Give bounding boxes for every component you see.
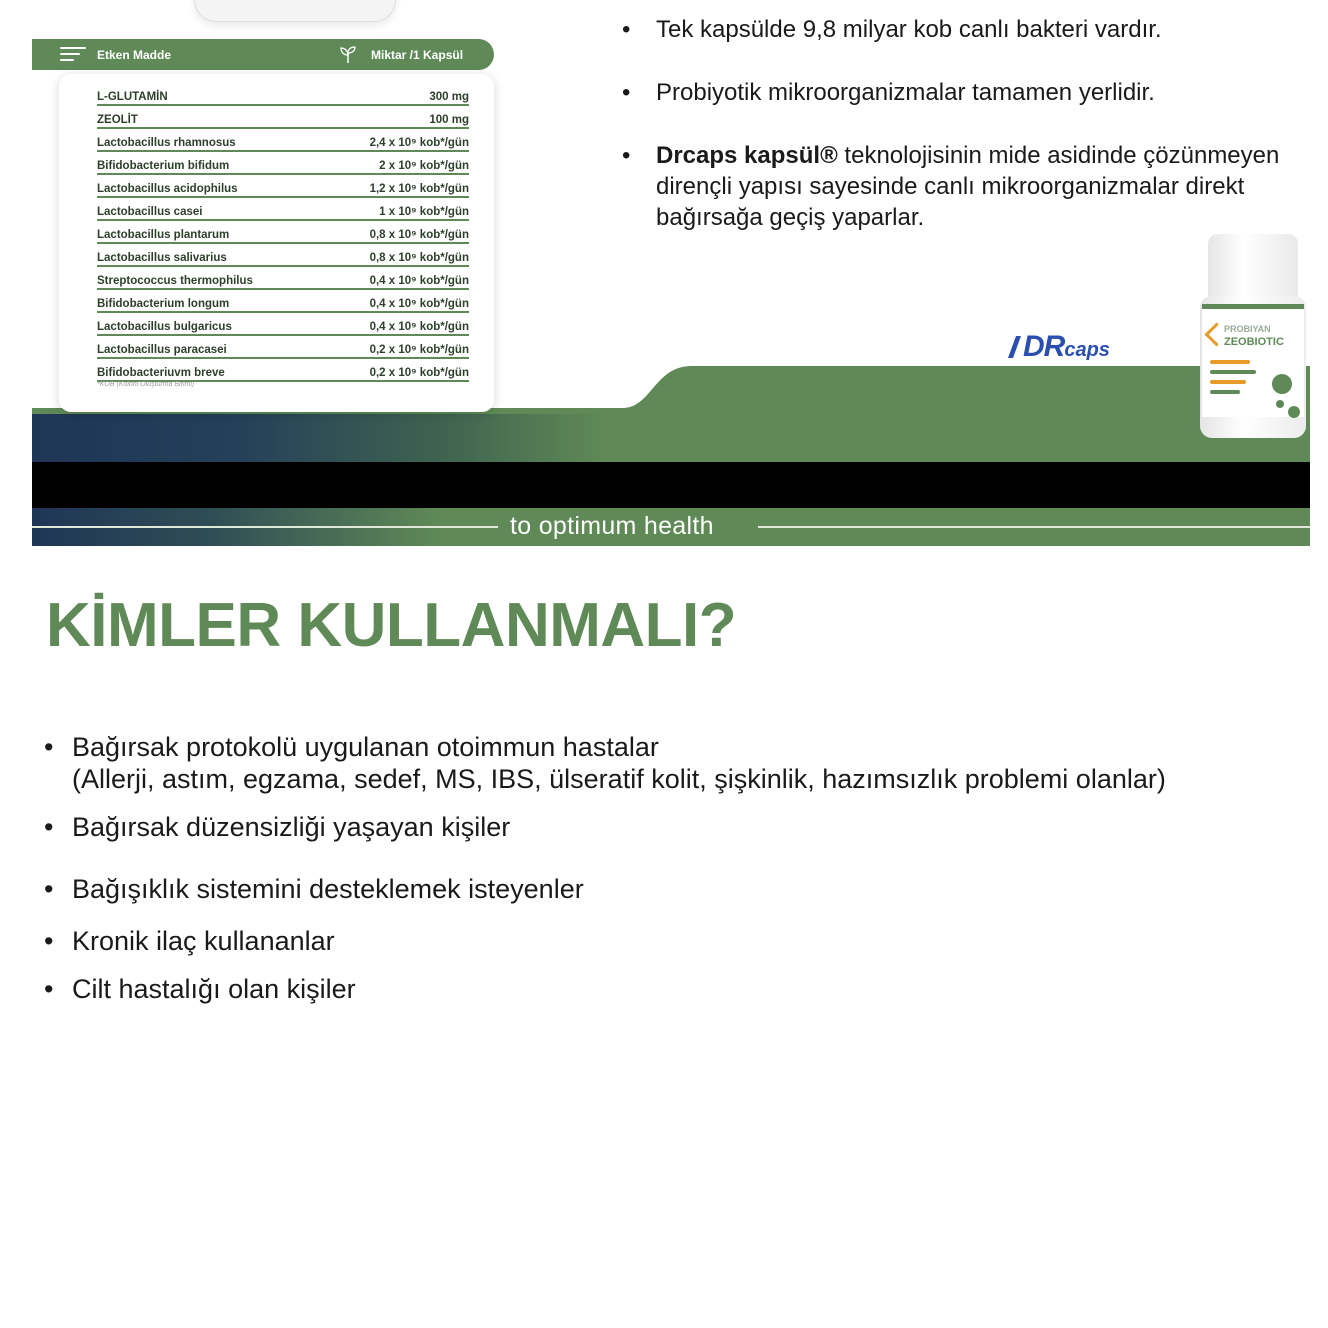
page-heading: KİMLER KULLANMALI? — [46, 591, 737, 660]
ingredient-row — [97, 83, 469, 106]
list-item-text: Kronik ilaç kullananlar — [72, 926, 335, 956]
table-footnote: *KOB (Koloni Oluşturma Birimi) — [97, 381, 195, 388]
list-item — [44, 973, 1244, 1005]
ingredient-name: Bifidobacterium longum — [97, 298, 230, 310]
ingredient-row — [97, 359, 469, 382]
feature-item — [622, 140, 1292, 233]
bullet-dot: • — [44, 812, 54, 842]
ingredient-row — [97, 198, 469, 221]
ingredient-name: Lactobacillus salivarius — [97, 252, 227, 264]
ingredient-name: Lactobacillus bulgaricus — [97, 321, 232, 333]
ingredient-table-header — [32, 39, 494, 70]
ingredient-name: L-GLUTAMİN — [97, 91, 168, 103]
list-item — [44, 811, 1244, 843]
ingredient-amount: 2,4 x 10⁹ kob*/gün — [369, 137, 469, 149]
ingredient-name: Lactobacillus casei — [97, 206, 203, 218]
ingredient-table — [59, 74, 494, 412]
ingredient-row — [97, 221, 469, 244]
ingredient-rows — [97, 83, 469, 382]
bullet-dot: • — [622, 16, 631, 43]
who-should-use-list — [44, 731, 1244, 1005]
ingredient-amount: 0,2 x 10⁹ kob*/gün — [369, 367, 469, 379]
bullet-dot: • — [44, 874, 54, 904]
slogan-line-right — [758, 526, 1310, 528]
list-item — [44, 925, 1244, 957]
ingredient-row — [97, 129, 469, 152]
ingredient-amount: 2 x 10⁹ kob*/gün — [379, 160, 469, 172]
feature-text-bold: Drcaps kapsül® — [656, 142, 838, 169]
list-item — [44, 731, 1244, 795]
feature-item — [622, 77, 1292, 108]
ingredient-row — [97, 313, 469, 336]
slogan-band — [32, 508, 1310, 546]
bullet-dot: • — [44, 974, 54, 1004]
feature-text: teknolojisinin mide asidinde çözünmeyen dirençli yapısı sayesinde canlı mikroorganizmalar direkt bağırsağa geçiş yaparlar. — [656, 142, 1280, 231]
list-item-text: Bağışıklık sistemini desteklemek isteyenler — [72, 874, 584, 904]
bottle-product-name: ZEOBIOTIC — [1224, 336, 1284, 348]
product-bottle-image — [1200, 234, 1306, 438]
ingredient-amount: 0,2 x 10⁹ kob*/gün — [369, 344, 469, 356]
ingredient-name: ZEOLİT — [97, 114, 138, 126]
ingredient-name: Bifidobacterium bifidum — [97, 160, 230, 172]
ingredient-amount: 300 mg — [429, 91, 469, 103]
ingredient-amount: 100 mg — [429, 114, 469, 126]
list-item — [44, 873, 1244, 905]
feature-text: Probiyotik mikroorganizmalar tamamen yerlidir. — [656, 79, 1155, 106]
ingredient-amount: 0,8 x 10⁹ kob*/gün — [369, 229, 469, 241]
ingredient-name: Lactobacillus plantarum — [97, 229, 230, 241]
ingredient-amount: 1 x 10⁹ kob*/gün — [379, 206, 469, 218]
menu-lines-icon — [60, 47, 86, 63]
logo-small: caps — [1064, 339, 1110, 361]
ingredient-name: Bifidobacteriuvm breve — [97, 367, 225, 379]
ingredient-amount: 0,4 x 10⁹ kob*/gün — [369, 298, 469, 310]
ingredient-amount: 1,2 x 10⁹ kob*/gün — [369, 183, 469, 195]
header-ingredient-label: Etken Madde — [97, 48, 172, 62]
ingredient-row — [97, 152, 469, 175]
plant-sprout-icon — [338, 45, 358, 65]
feature-text: Tek kapsülde 9,8 milyar kob canlı bakteri vardır. — [656, 16, 1162, 43]
gradient-band — [32, 414, 1310, 464]
product-banner — [32, 0, 1310, 546]
ingredient-name: Lactobacillus paracasei — [97, 344, 227, 356]
ingredient-row — [97, 336, 469, 359]
feature-list — [622, 14, 1292, 233]
slogan-line-left — [32, 526, 498, 528]
slogan-text: to optimum health — [510, 512, 714, 540]
ingredient-row — [97, 290, 469, 313]
ingredient-name: Lactobacillus acidophilus — [97, 183, 238, 195]
bullet-dot: • — [622, 142, 631, 169]
bullet-dot: • — [622, 79, 631, 106]
list-item-subtext: (Allerji, astım, egzama, sedef, MS, IBS, ülseratif kolit, şişkinlik, hazımsızlık problemi olanlar) — [72, 764, 1166, 794]
header-amount-label: Miktar /1 Kapsül — [371, 48, 464, 62]
ingredient-row — [97, 106, 469, 129]
ingredient-row — [97, 244, 469, 267]
ingredient-name: Streptococcus thermophilus — [97, 275, 253, 287]
logo-main: DR — [1023, 330, 1065, 363]
feature-item — [622, 14, 1292, 45]
bottle-seal-icon — [1272, 374, 1292, 394]
bullet-dot: • — [44, 926, 54, 956]
list-item-text: Bağırsak protokolü uygulanan otoimmun hastalar — [72, 732, 659, 762]
black-band — [32, 462, 1310, 508]
list-item-text: Cilt hastalığı olan kişiler — [72, 974, 356, 1004]
ingredient-row — [97, 267, 469, 290]
bottle-brand: PROBIYAN — [1224, 324, 1271, 334]
bullet-dot: • — [44, 732, 54, 762]
list-item-text: Bağırsak düzensizliği yaşayan kişiler — [72, 812, 511, 842]
drcaps-logo — [1012, 330, 1110, 364]
ingredient-name: Lactobacillus rhamnosus — [97, 137, 236, 149]
ingredient-amount: 0,4 x 10⁹ kob*/gün — [369, 275, 469, 287]
ingredient-row — [97, 175, 469, 198]
ingredient-amount: 0,8 x 10⁹ kob*/gün — [369, 252, 469, 264]
ingredient-amount: 0,4 x 10⁹ kob*/gün — [369, 321, 469, 333]
